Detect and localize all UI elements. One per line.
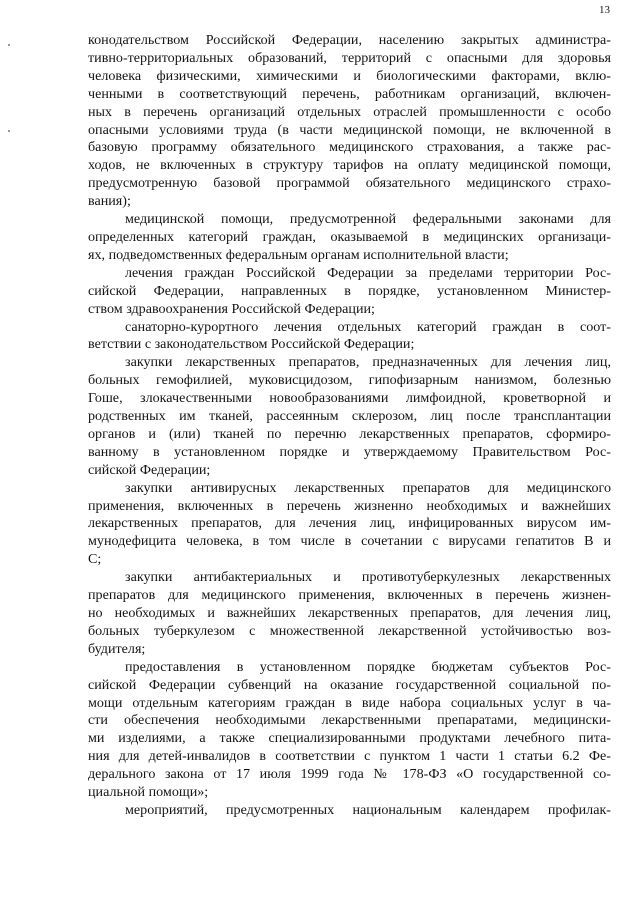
text-line: циальной помощи»; (88, 784, 209, 801)
text-line: мунодефицита человека, в том числе в сочетании с вирусами гепатитов В и (88, 533, 611, 550)
text-line: больных гемофилией, муковисцидозом, гипофизарным нанизмом, болезнью (88, 372, 611, 389)
text-line: ванному в установленном порядке и утверждаемому Правительством Рос- (88, 443, 611, 460)
text-line: Гоше, злокачественными новообразованиями лимфоидной, кроветворной и (88, 390, 611, 407)
text-line: закупки антивирусных лекарственных препаратов для медицинского (125, 479, 611, 496)
text-line: сти обеспечения необходимыми лекарственными препаратами, медицински- (88, 712, 611, 729)
text-line: сийской Федерации субвенций на оказание государственной социальной по- (88, 676, 611, 693)
text-line: тивно-территориальных образований, территорий с опасными для здоровья (88, 49, 611, 66)
text-line: мероприятий, предусмотренных национальным календарем профилак- (125, 801, 611, 818)
text-line: конодательством Российской Федерации, населению закрытых администра- (88, 32, 611, 48)
text-line: мощи отдельным категориям граждан в виде набора социальных услуг в ча- (88, 694, 611, 711)
text-line: органов и (или) тканей по перечню лекарственных препаратов, сформиро- (88, 425, 611, 442)
text-line: вания); (88, 193, 131, 210)
paragraph (88, 659, 611, 802)
text-line: лекарственных препаратов, для лечения лиц, инфицированных вирусом им- (88, 515, 611, 532)
text-line: родственных им тканей, рассеянным склерозом, лиц после трансплантации (88, 408, 611, 425)
text-line: медицинской помощи, предусмотренной федеральными законами для (125, 211, 611, 228)
text-line: ченными в соответствующий перечень, работникам организаций, включен- (88, 85, 611, 102)
text-line: будителя; (88, 640, 146, 657)
paragraph (88, 211, 611, 265)
paragraph (88, 319, 611, 355)
text-line: ных в перечень организаций отдельных отраслей промышленности с особо (88, 103, 611, 120)
text-line: ми изделиями, а также специализированными продуктами лечебного пита- (88, 730, 611, 747)
text-line: базовую программу обязательного медицинского страхования, а также рас- (88, 139, 611, 156)
paragraph (88, 802, 611, 820)
page-number: 13 (599, 4, 610, 16)
text-line: предоставления в установленном порядке бюджетам субъектов Рос- (125, 658, 611, 675)
paragraph (88, 480, 611, 570)
document-body (88, 32, 611, 820)
text-line: ветствии с законодательством Российской Федерации; (88, 336, 415, 353)
text-line: С; (88, 551, 102, 568)
text-line: больных туберкулезом с множественной лекарственной устойчивостью воз- (88, 622, 611, 639)
text-line: дерального закона от 17 июля 1999 года № 178-ФЗ «О государственной со- (88, 766, 611, 783)
text-line: применения, включенных в перечень жизненно необходимых и важнейших (88, 497, 611, 514)
text-line: ния для детей-инвалидов в соответствии с пунктом 1 части 1 статьи 6.2 Фе- (88, 748, 611, 765)
text-line: опасными условиями труда (в части медицинской помощи, не включенной в (88, 121, 611, 138)
paragraph (88, 569, 611, 659)
text-line: закупки антибактериальных и противотуберкулезных лекарственных (125, 569, 611, 586)
text-line: человека физическими, химическими и биологическими факторами, вклю- (88, 67, 611, 84)
text-line: санаторно-курортного лечения отдельных категорий граждан в соот- (125, 318, 611, 335)
text-line: ходов, не включенных в структуру тарифов на оплату медицинской помощи, (88, 157, 611, 174)
scan-artifact (8, 130, 10, 132)
paragraph (88, 265, 611, 319)
text-line: но необходимых и важнейших лекарственных препаратов, для лечения лиц, (88, 605, 611, 621)
text-line: ством здравоохранения Российской Федерации; (88, 300, 375, 317)
text-line: лечения граждан Российской Федерации за пределами территории Рос- (125, 264, 611, 281)
text-line: предусмотренную базовой программой обязательного медицинского страхо- (88, 175, 611, 192)
scan-artifact (8, 44, 10, 46)
paragraph (88, 354, 611, 479)
paragraph (88, 32, 611, 211)
text-line: ях, подведомственных федеральным органам исполнительной власти; (88, 246, 509, 263)
text-line: препаратов для медицинского применения, включенных в перечень жизнен- (88, 587, 611, 604)
text-line: сийской Федерации, направленных в порядке, установленном Министер- (88, 282, 611, 299)
text-line: закупки лекарственных препаратов, предназначенных для лечения лиц, (125, 354, 611, 371)
text-line: определенных категорий граждан, оказываемой в медицинских организаци- (88, 228, 611, 245)
text-line: сийской Федерации; (88, 461, 211, 478)
